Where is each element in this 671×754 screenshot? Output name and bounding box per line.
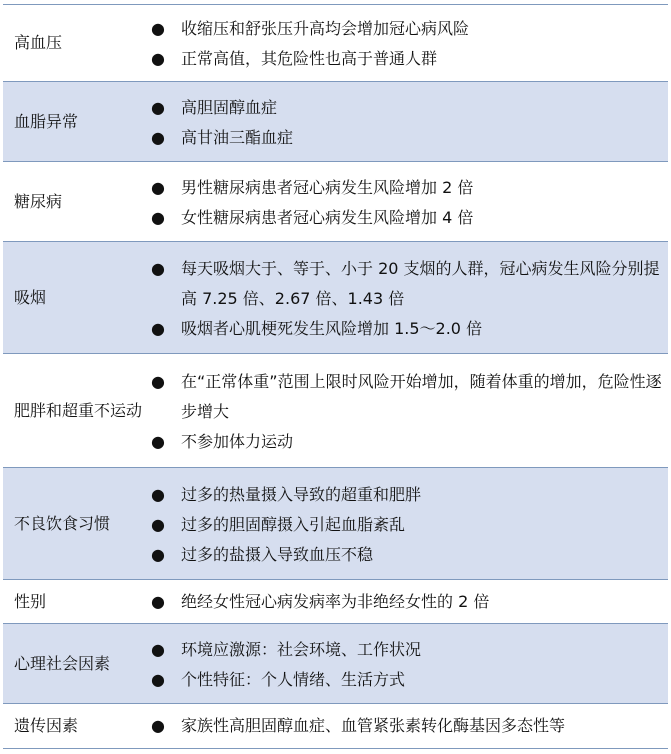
item-text: 高甘油三酯血症 [181,127,294,147]
table-row [3,82,668,162]
bullet-icon: ● [151,19,165,38]
list-item [143,93,662,123]
table-row [3,468,668,580]
item-text: 吸烟者心肌梗死发生风险增加 1.5～2.0 倍 [181,318,483,338]
bullet-icon: ● [151,97,165,117]
bullet-icon: ● [151,177,165,197]
bullet-icon: ● [151,431,165,451]
row-label: 遗传因素 [14,716,79,735]
bullet-icon: ● [151,544,165,564]
bullet-icon: ● [151,591,165,611]
row-label: 高血压 [14,33,63,52]
list-item [143,367,662,427]
list-item [143,254,662,314]
bullet-icon: ● [151,669,165,689]
item-text: 每天吸烟大于、等于、小于 20 支烟的人群，冠心病发生风险分别提高 7.25 倍、2.67 倍、1.43 倍 [181,258,660,308]
item-text: 男性糖尿病患者冠心病发生风险增加 2 倍 [181,177,474,197]
row-items [143,82,668,161]
list-item [143,540,662,570]
bullet-icon: ● [151,127,165,147]
bullet-icon: ● [151,716,165,735]
item-text: 收缩压和舒张压升高均会增加冠心病风险 [181,19,470,38]
row-items [143,5,668,81]
list-item [143,587,662,617]
bullet-icon: ● [151,484,165,504]
list-item [143,427,662,457]
table-row [3,5,668,82]
item-text: 正常高值，其危险性也高于普通人群 [181,49,438,68]
item-text: 过多的胆固醇摄入引起血脂紊乱 [181,514,406,534]
list-item [143,665,662,695]
table-row [3,580,668,624]
row-items [143,354,668,467]
list-item [143,123,662,153]
row-items [143,162,668,241]
row-label: 血脂异常 [14,111,79,131]
row-label: 吸烟 [14,287,47,307]
list-item [143,203,662,233]
item-text: 女性糖尿病患者冠心病发生风险增加 4 倍 [181,207,474,227]
table-row [3,354,668,468]
row-label: 糖尿病 [14,191,63,211]
list-item [143,711,662,741]
item-text: 过多的盐摄入导致血压不稳 [181,544,374,564]
row-items [143,242,668,353]
risk-factor-table [3,4,668,749]
item-text: 环境应激源：社会环境、工作状况 [181,639,422,659]
table-row [3,704,668,749]
bullet-icon: ● [151,49,165,68]
row-items [143,468,668,579]
bullet-icon: ● [151,639,165,659]
row-label: 不良饮食习惯 [14,513,111,533]
row-label: 心理社会因素 [14,653,111,673]
row-label: 性别 [14,591,47,611]
row-items [143,624,668,703]
list-item [143,314,662,344]
bullet-icon: ● [151,371,165,391]
item-text: 高胆固醇血症 [181,97,278,117]
item-text: 在“正常体重”范围上限时风险开始增加，随着体重的增加，危险性逐步增大 [181,371,662,421]
item-text: 个性特征：个人情绪、生活方式 [181,669,406,689]
list-item [143,510,662,540]
list-item [143,44,662,74]
row-items [143,704,668,748]
table-row [3,162,668,242]
table-row [3,242,668,354]
row-items [143,580,668,623]
item-text: 过多的热量摄入导致的超重和肥胖 [181,484,422,504]
list-item [143,480,662,510]
item-text: 不参加体力运动 [181,431,294,451]
list-item [143,173,662,203]
bullet-icon: ● [151,514,165,534]
list-item [143,14,662,44]
table-row [3,624,668,704]
bullet-icon: ● [151,318,165,338]
list-item [143,635,662,665]
row-label: 肥胖和超重不运动 [14,400,143,420]
bullet-icon: ● [151,207,165,227]
item-text: 绝经女性冠心病发病率为非绝经女性的 2 倍 [181,591,490,611]
bullet-icon: ● [151,258,165,278]
item-text: 家族性高胆固醇血症、血管紧张素转化酶基因多态性等 [181,716,566,735]
